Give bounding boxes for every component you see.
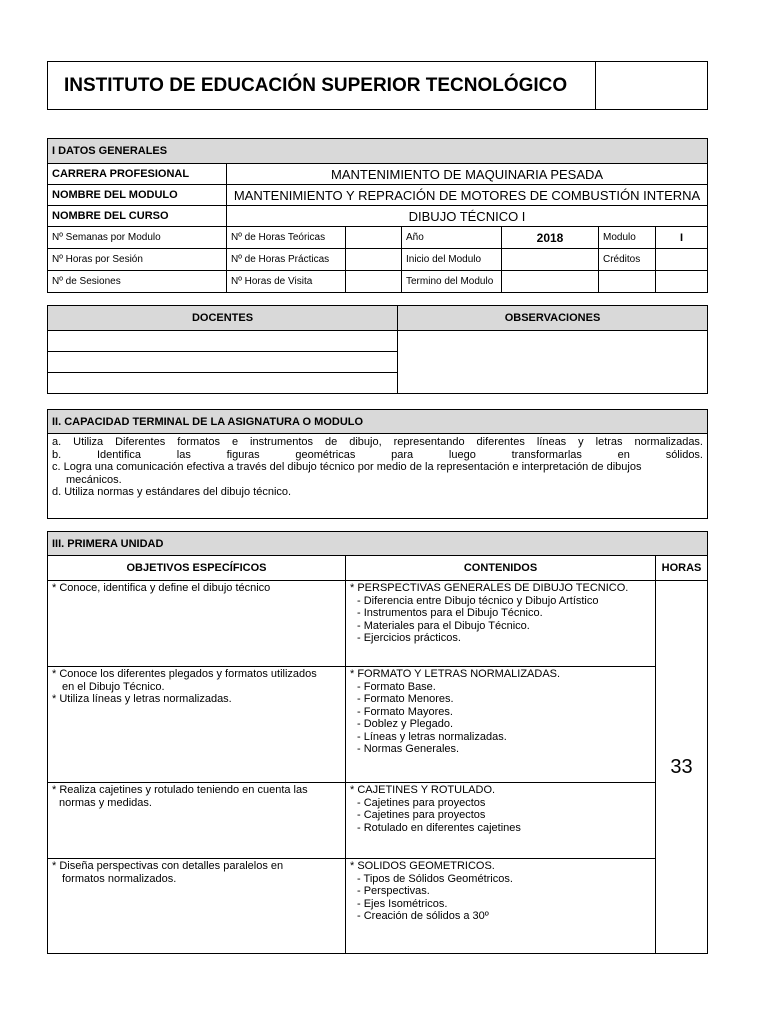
- objetivo-line: en el Dibujo Técnico.: [62, 680, 165, 693]
- docente-row: [48, 352, 398, 373]
- horas-value: 33: [656, 581, 708, 954]
- capacidad-body: [48, 434, 708, 519]
- horas-visita-value: [346, 271, 402, 293]
- datos-generales-table: [47, 138, 708, 293]
- contenido-cell: [346, 783, 656, 859]
- contenido-cell: [346, 667, 656, 783]
- observaciones-header: OBSERVACIONES: [398, 306, 708, 331]
- institute-title: INSTITUTO DE EDUCACIÓN SUPERIOR TECNOLÓGICO: [48, 62, 596, 110]
- blank-cell: [599, 271, 656, 293]
- docentes-table: [47, 305, 708, 394]
- creditos-label: Créditos: [599, 249, 656, 271]
- objetivo-line: normas y medidas.: [59, 796, 152, 809]
- objetivo-cell: [48, 581, 346, 667]
- capacidad-item: d. Utiliza normas y estándares del dibujo técnico.: [52, 486, 292, 498]
- objetivo-line: * Diseña perspectivas con detalles paralelos en: [52, 860, 284, 872]
- capacidad-item: c. Logra una comunicación efectiva a través del dibujo técnico por medio de la representación e interpretación de dibujos: [52, 461, 642, 473]
- horas-visita-label: Nº Horas de Visita: [227, 271, 346, 293]
- contenido-line: - Líneas y letras normalizadas.: [357, 730, 507, 743]
- horas-teoricas-value: [346, 227, 402, 249]
- capacidad-item: b. Identifica las figuras geométricas para luego transformarlas en sólidos.: [52, 448, 703, 461]
- objetivo-line: * Utiliza líneas y letras normalizadas.: [52, 693, 232, 705]
- contenido-line: * PERSPECTIVAS GENERALES DE DIBUJO TECNICO.: [350, 582, 629, 594]
- blank-cell: [656, 271, 708, 293]
- contenido-cell: [346, 859, 656, 954]
- observaciones-cell: [398, 331, 708, 394]
- modulo-value: MANTENIMIENTO Y REPRACIÓN DE MOTORES DE COMBUSTIÓN INTERNA: [227, 185, 708, 206]
- horas-header: HORAS: [656, 556, 708, 581]
- contenido-line: * CAJETINES Y ROTULADO.: [350, 784, 496, 796]
- contenido-cell: [346, 581, 656, 667]
- horas-practicas-label: Nº de Horas Prácticas: [227, 249, 346, 271]
- header-table: [47, 61, 708, 110]
- curso-label: NOMBRE DEL CURSO: [48, 206, 227, 227]
- contenido-line: - Doblez y Plegado.: [357, 718, 453, 730]
- section-title-datos-generales: I DATOS GENERALES: [48, 139, 708, 164]
- contenido-line: - Materiales para el Dibujo Técnico.: [357, 619, 530, 632]
- capacidad-table: [47, 409, 708, 519]
- termino-label: Termino del Modulo: [402, 271, 502, 293]
- modulo-label: NOMBRE DEL MODULO: [48, 185, 227, 206]
- objetivo-line: formatos normalizados.: [62, 872, 177, 885]
- contenido-line: - Rotulado en diferentes cajetines: [357, 821, 521, 834]
- curso-value: DIBUJO TÉCNICO I: [227, 206, 708, 227]
- contenidos-header: CONTENIDOS: [346, 556, 656, 581]
- capacidad-item: a. Utiliza Diferentes formatos e instrumentos de dibujo, representando diferentes líneas y letras normalizadas.: [52, 436, 703, 448]
- contenido-line: - Cajetines para proyectos: [357, 796, 486, 809]
- contenido-line: - Ejercicios prácticos.: [357, 632, 461, 644]
- objetivo-cell: [48, 667, 346, 783]
- semanas-label: Nº Semanas por Modulo: [48, 227, 227, 249]
- docente-row: [48, 373, 398, 394]
- contenido-line: - Formato Menores.: [357, 693, 454, 705]
- contenido-line: - Tipos de Sólidos Geométricos.: [357, 872, 513, 885]
- capacidad-title: II. CAPACIDAD TERMINAL DE LA ASIGNATURA O MODULO: [48, 410, 708, 434]
- header-right-box: [596, 62, 708, 110]
- contenido-line: - Creación de sólidos a 30º: [357, 910, 489, 922]
- carrera-label: CARRERA PROFESIONAL: [48, 164, 227, 185]
- contenido-line: - Ejes Isométricos.: [357, 897, 448, 910]
- objetivo-line: * Realiza cajetines y rotulado teniendo en cuenta las: [52, 784, 308, 796]
- objetivo-cell: [48, 859, 346, 954]
- objetivo-line: * Conoce, identifica y define el dibujo técnico: [52, 582, 271, 594]
- contenido-line: - Formato Mayores.: [357, 705, 453, 718]
- contenido-line: - Cajetines para proyectos: [357, 809, 486, 821]
- sesiones-label: Nº de Sesiones: [48, 271, 227, 293]
- contenido-line: * SOLIDOS GEOMETRICOS.: [350, 860, 495, 872]
- inicio-value: [502, 249, 599, 271]
- horas-sesion-label: Nº Horas por Sesión: [48, 249, 227, 271]
- horas-practicas-value: [346, 249, 402, 271]
- contenido-line: * FORMATO Y LETRAS NORMALIZADAS.: [350, 668, 561, 680]
- unidad-table: [47, 531, 708, 954]
- objetivo-line: * Conoce los diferentes plegados y formatos utilizados: [52, 668, 317, 680]
- anio-label: Año: [402, 227, 502, 249]
- modulo-num-label: Modulo: [599, 227, 656, 249]
- carrera-value: MANTENIMIENTO DE MAQUINARIA PESADA: [227, 164, 708, 185]
- contenido-line: - Instrumentos para el Dibujo Técnico.: [357, 607, 543, 619]
- termino-value: [502, 271, 599, 293]
- contenido-line: - Diferencia entre Dibujo técnico y Dibujo Artístico: [357, 594, 599, 607]
- horas-teoricas-label: Nº de Horas Teóricas: [227, 227, 346, 249]
- modulo-num-value: I: [656, 227, 708, 249]
- capacidad-item: mecánicos.: [66, 473, 122, 486]
- unidad-title: III. PRIMERA UNIDAD: [48, 532, 708, 556]
- docentes-header: DOCENTES: [48, 306, 398, 331]
- contenido-line: - Perspectivas.: [357, 885, 430, 897]
- anio-value: 2018: [502, 227, 599, 249]
- inicio-label: Inicio del Modulo: [402, 249, 502, 271]
- objetivos-header: OBJETIVOS ESPECÍFICOS: [48, 556, 346, 581]
- creditos-value: [656, 249, 708, 271]
- contenido-line: - Normas Generales.: [357, 743, 460, 755]
- objetivo-cell: [48, 783, 346, 859]
- docente-row: [48, 331, 398, 352]
- contenido-line: - Formato Base.: [357, 680, 436, 693]
